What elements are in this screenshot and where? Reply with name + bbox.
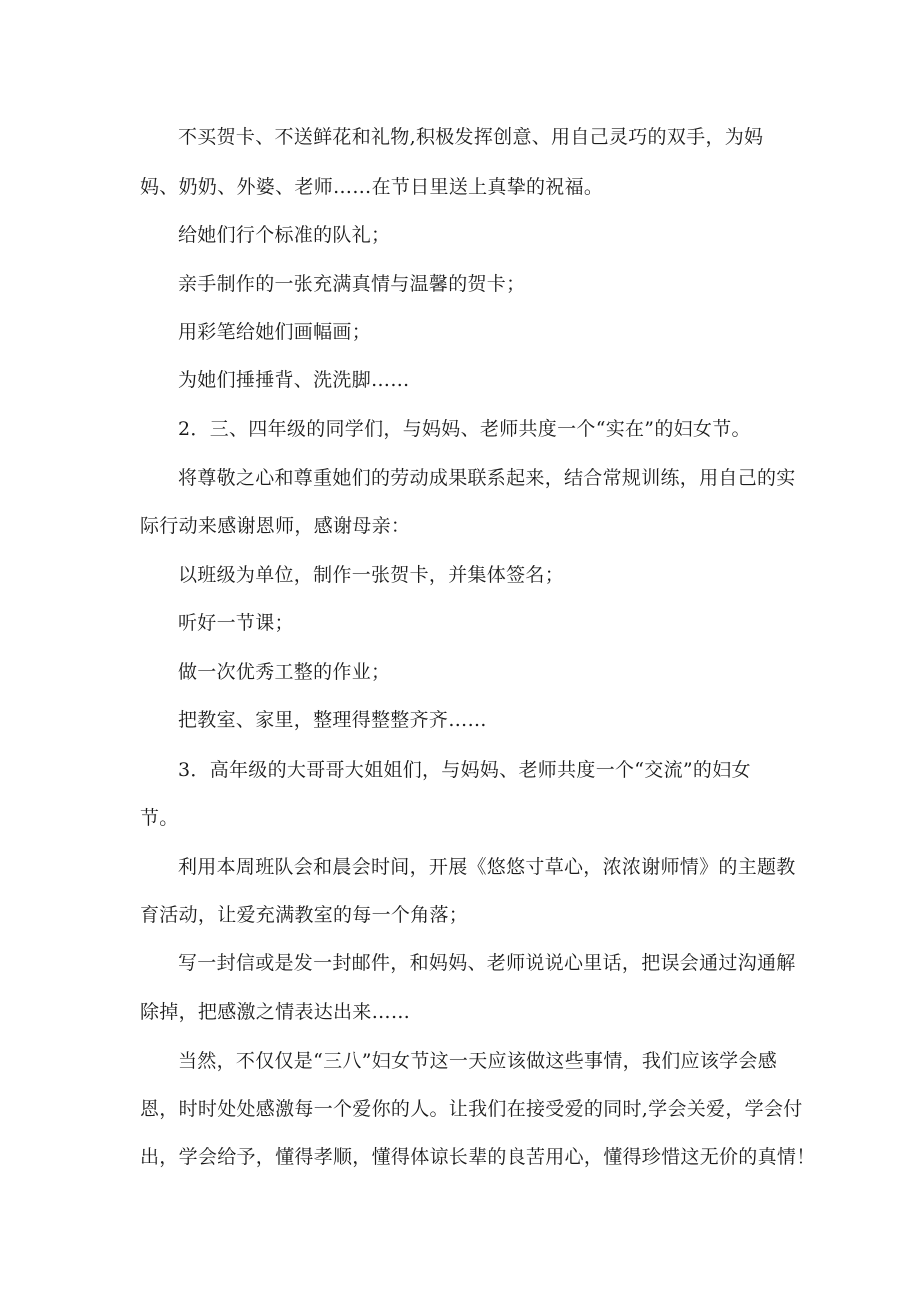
paragraph-line: 除掉，把感激之情表达出来……: [140, 1001, 411, 1023]
paragraph-line: 育活动，让爱充满教室的每一个角落；: [140, 904, 469, 926]
paragraph-line: 妈、奶奶、外婆、老师……在节日里送上真挚的祝福。: [140, 176, 604, 198]
paragraph-line: 当然，不仅仅是“三八”妇女节这一天应该做这些事情，我们应该学会感: [178, 1050, 778, 1072]
section-heading-continuation: 节。: [140, 807, 179, 829]
list-item: 为她们捶捶背、洗洗脚……: [178, 369, 410, 391]
list-item: 做一次优秀工整的作业；: [178, 661, 391, 683]
paragraph-line: 际行动来感谢恩师，感谢母亲：: [140, 515, 411, 537]
paragraph-line: 恩，时时处处感激每一个爱你的人。让我们在接受爱的同时,学会关爱，学会付: [140, 1098, 803, 1120]
paragraph-line: 写一封信或是发一封邮件，和妈妈、老师说说心里话，把误会通过沟通解: [178, 952, 796, 974]
list-item: 用彩笔给她们画幅画；: [178, 321, 372, 343]
section-heading: 3．高年级的大哥哥大姐姐们，与妈妈、老师共度一个“交流”的妇女: [178, 759, 751, 781]
list-item: 把教室、家里，整理得整整齐齐……: [178, 709, 487, 731]
section-heading: 2．三、四年级的同学们，与妈妈、老师共度一个“实在”的妇女节。: [178, 418, 751, 440]
list-item: 听好一节课；: [178, 612, 294, 634]
paragraph-line: 不买贺卡、不送鲜花和礼物,积极发挥创意、用自己灵巧的双手，为妈: [178, 126, 764, 148]
paragraph-line: 利用本周班队会和晨会时间，开展《悠悠寸草心，浓浓谢师情》的主题教: [178, 856, 796, 878]
paragraph-line: 出，学会给予，懂得孝顺，懂得体谅长辈的良苦用心，懂得珍惜这无价的真情！: [140, 1146, 816, 1168]
paragraph-line: 将尊敬之心和尊重她们的劳动成果联系起来，结合常规训练，用自己的实: [178, 467, 796, 489]
list-item: 以班级为单位，制作一张贺卡，并集体签名；: [178, 564, 565, 586]
list-item: 亲手制作的一张充满真情与温馨的贺卡；: [178, 273, 526, 295]
list-item: 给她们行个标准的队礼；: [178, 224, 391, 246]
